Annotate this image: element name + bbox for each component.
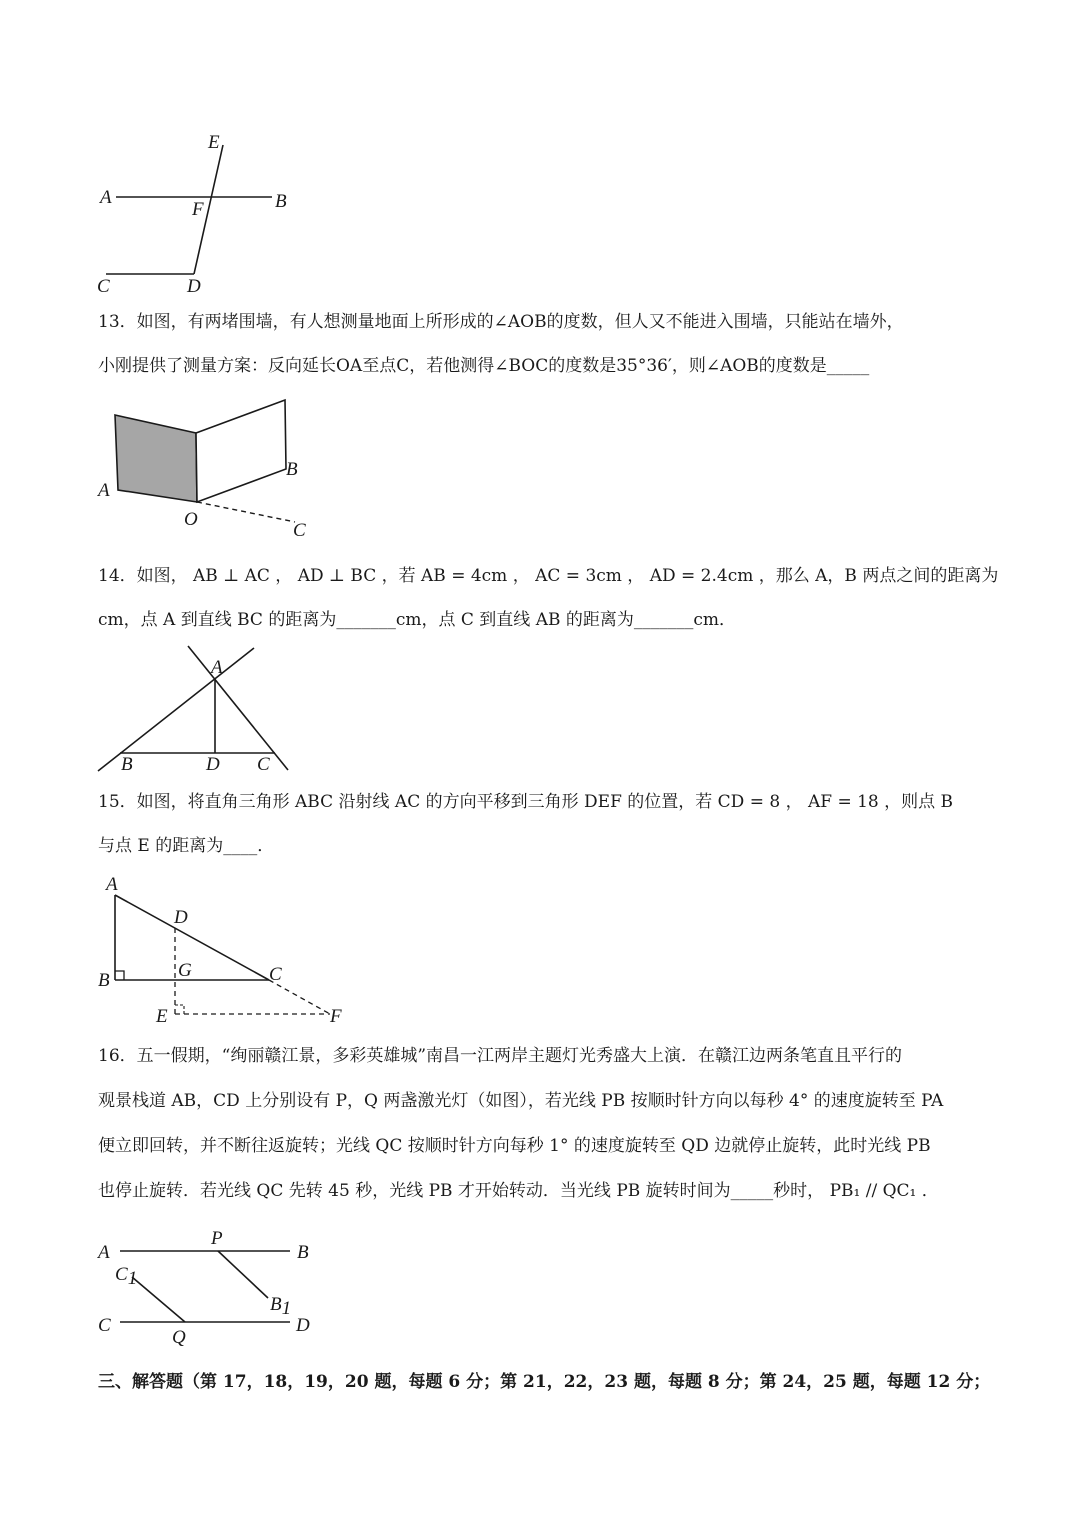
label-f: F [330, 1006, 342, 1027]
label-c: C [269, 964, 282, 985]
problem-16 [98, 1034, 998, 1214]
label-c1: C1 [115, 1264, 138, 1289]
label-b: B [98, 970, 110, 991]
problem-16-line-2: 观景栈道 AB，CD 上分别设有 P，Q 两盏激光灯（如图），若光线 PB 按顺时针方向以每秒 4° 的速度旋转至 PA [98, 1091, 944, 1111]
problem-15-line-1: 15．如图，将直角三角形 ABC 沿射线 AC 的方向平移到三角形 DEF 的位置，若 CD = 8 ， AF = 18 ，则点 B [98, 792, 954, 812]
figure-12-svg [90, 128, 310, 300]
problem-14-line-1: 14．如图， AB ⊥ AC ， AD ⊥ BC ，若 AB = 4cm ， AC = 3cm ， AD = 2.4cm ，那么 A，B 两点之间的距离为 [98, 566, 999, 586]
label-b: B [286, 459, 298, 480]
label-o: O [184, 509, 198, 530]
label-c: C [98, 1315, 111, 1336]
label-p: P [211, 1228, 223, 1249]
label-a: A [211, 657, 223, 678]
label-e: E [156, 1006, 168, 1027]
label-a: A [98, 480, 110, 501]
label-b: B [297, 1242, 309, 1263]
figure-14-svg [90, 640, 300, 775]
line-ac-extended [188, 646, 288, 770]
label-d: D [296, 1315, 310, 1336]
ray-qc1 [132, 1277, 185, 1322]
label-d: D [187, 276, 201, 297]
label-f: F [192, 199, 204, 220]
problem-15-line-2: 与点 E 的距离为____． [98, 836, 275, 856]
label-c: C [97, 276, 110, 297]
wall-right [196, 400, 286, 502]
label-d: D [206, 754, 220, 775]
label-c: C [293, 520, 306, 541]
label-d: D [174, 907, 188, 928]
problem-15 [98, 780, 998, 868]
label-c: C [257, 754, 270, 775]
figure-14 [90, 640, 300, 775]
figure-12 [90, 128, 310, 300]
problem-16-line-4: 也停止旋转．若光线 QC 先转 45 秒，光线 PB 才开始转动．当光线 PB 旋转时间为_____秒时， PB₁ // QC₁ ． [98, 1181, 939, 1201]
right-angle-b [115, 971, 124, 980]
label-b: B [275, 191, 287, 212]
problem-13 [98, 300, 998, 388]
label-b1: B1 [270, 1294, 292, 1319]
wall-left [115, 415, 197, 502]
problem-13-line-2: 小刚提供了测量方案：反向延长OA至点C，若他测得∠BOC的度数是35°36′，则∠AOB的度数是_____ [98, 356, 870, 376]
figure-16-svg [90, 1225, 330, 1350]
right-angle-e [175, 1005, 184, 1014]
label-a: A [100, 187, 112, 208]
problem-14 [98, 554, 998, 642]
figure-13-svg [90, 390, 330, 550]
figure-16 [90, 1225, 330, 1350]
label-g: G [178, 960, 192, 981]
label-e: E [208, 132, 220, 153]
figure-15-svg [90, 868, 360, 1030]
ray-oc-dashed [197, 502, 295, 522]
problem-14-line-2: cm，点 A 到直线 BC 的距离为_______cm，点 C 到直线 AB 的距离为_______cm． [98, 610, 737, 630]
figure-13 [90, 390, 330, 550]
problem-13-line-1: 13．如图，有两堵围墙，有人想测量地面上所形成的∠AOB的度数，但人又不能进入围墙，只能站在墙外， [98, 312, 904, 332]
label-a: A [106, 874, 118, 895]
segment-ac [115, 895, 269, 980]
problem-16-line-3: 便立即回转，并不断往返旋转；光线 QC 按顺时针方向每秒 1° 的速度旋转至 QD 边就停止旋转，此时光线 PB [98, 1136, 931, 1156]
figure-15 [90, 868, 360, 1030]
ray-pb1 [218, 1251, 268, 1298]
label-a: A [98, 1242, 110, 1263]
label-q: Q [172, 1327, 186, 1348]
label-b: B [121, 754, 133, 775]
section-3-heading: 三、解答题（第 17，18，19，20 题，每题 6 分；第 21，22，23 题，每题 8 分；第 24，25 题，每题 12 分； [98, 1372, 991, 1392]
segment-cf-dashed [269, 980, 330, 1014]
problem-16-line-1: 16．五一假期，“绚丽赣江景，多彩英雄城”南昌一江两岸主题灯光秀盛大上演．在赣江边两条笔直且平行的 [98, 1046, 903, 1066]
